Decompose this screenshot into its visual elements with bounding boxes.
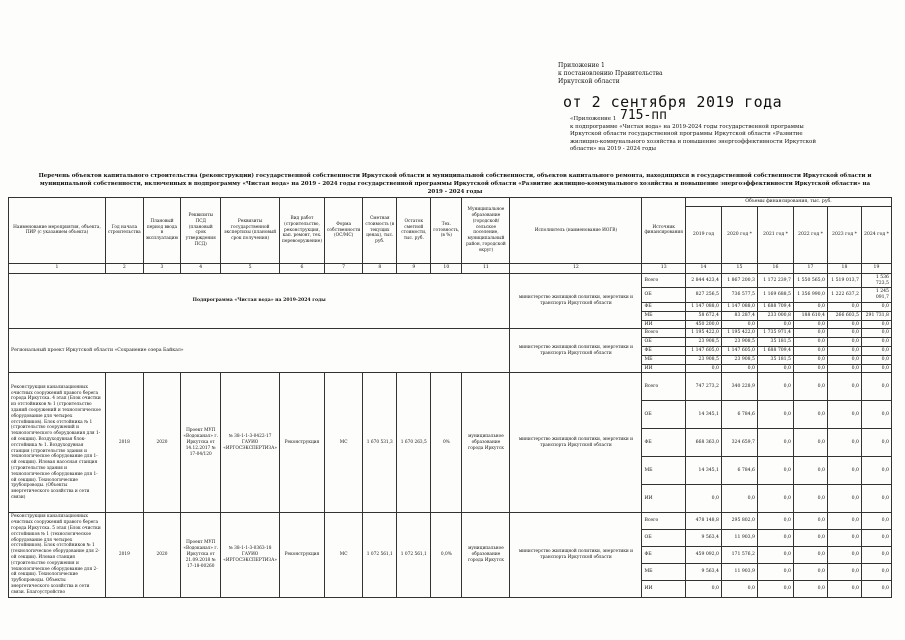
appendix-block-2 [570, 116, 890, 154]
value-cell: 0,0 [827, 302, 861, 311]
value-cell: 450 200,0 [685, 320, 721, 329]
object-remainder: 1 072 561,1 [397, 513, 431, 597]
value-cell: 0,0 [827, 329, 861, 338]
value-cell: 6 784,6 [721, 401, 757, 429]
value-cell: 266 603,5 [827, 311, 861, 320]
object-name: Реконструкция канализационных очистных сооружений правого берега города Иркутска. 5 этап (Блок очистки отстойников № 1 (технологическое оборудование для четырех отстойников). Блок отстойников № 1 (технологическое оборудование для 2-ой секции). Иловая станция (строительство сооружения и технологическое оборудование для 2-ой секции). Технологические трубопроводы. Объекты энергетического хозяйства и сети связи. Благоустройство [9, 513, 106, 597]
col-header: 2022 год * [793, 206, 827, 263]
value-cell: 1 147 605,0 [685, 346, 721, 355]
value-cell: 35 181,5 [757, 355, 793, 364]
value-cell: 233 000,8 [757, 311, 793, 320]
column-number: 6 [279, 263, 324, 273]
value-cell: 0,0 [721, 485, 757, 513]
column-number: 19 [861, 263, 891, 273]
value-cell: 23 908,5 [721, 355, 757, 364]
value-cell: 0,0 [861, 320, 891, 329]
source-cell: МБ [642, 563, 686, 580]
object-name: Реконструкция канализационных очистных сооружений правого берега города Иркутска. 4 этап (Блок очистки из отстойников № 1 (строительство зданий сооружений и технологическое оборудование для четырех отстойников). Блок отстойника № 1 (строительство сооружений и технологического оборудования для 1-ой секции). Воздуходувная блок-отстойника № 1. Воздуходувная станция (строительство здания и технологическое оборудование для 1-ой секции). Иловая насосная станция (строительство здания и технологическое оборудование для 1-ой секции). Технологические трубопроводы. (Объекты энергетического хозяйства и сети связи) [9, 373, 106, 513]
value-cell: 0,0 [827, 346, 861, 355]
column-number: 11 [462, 263, 510, 273]
value-cell: 0,0 [827, 364, 861, 373]
value-cell: 340 228,9 [721, 373, 757, 401]
value-cell: 1 147 088,0 [721, 302, 757, 311]
source-cell: ФБ [642, 429, 686, 457]
column-numbers-row [9, 263, 892, 273]
column-number: 3 [143, 263, 180, 273]
value-cell: 0,0 [793, 513, 827, 530]
value-cell: 0,0 [757, 580, 793, 597]
value-cell: 459 092,0 [685, 547, 721, 564]
value-cell: 827 256,5 [685, 288, 721, 303]
object-work: Реконструкция [279, 513, 324, 597]
column-number: 14 [685, 263, 721, 273]
source-cell: Всего [642, 373, 686, 401]
source-cell: Всего [642, 513, 686, 530]
value-cell: 1 245 091,7 [861, 288, 891, 303]
column-number: 18 [827, 263, 861, 273]
object-start: 2018 [106, 373, 144, 513]
executor-cell: министерство жилищной политики, энергетики и транспорта Иркутской области [510, 329, 642, 373]
source-cell: ОБ [642, 401, 686, 429]
value-cell: 11 903,9 [721, 563, 757, 580]
object-ready: 0,0% [431, 513, 462, 597]
table-row [9, 329, 892, 338]
value-cell: 291 731,8 [861, 311, 891, 320]
object-finish: 2020 [143, 373, 180, 513]
value-cell: 0,0 [757, 429, 793, 457]
column-number: 10 [431, 263, 462, 273]
source-cell: Всего [642, 273, 686, 288]
column-number: 8 [363, 263, 397, 273]
table-row [9, 373, 892, 401]
executor-cell: министерство жилищной политики, энергетики и транспорта Иркутской области [510, 373, 642, 513]
value-cell: 83 287,4 [721, 311, 757, 320]
value-cell: 0,0 [793, 338, 827, 347]
value-cell: 1 735 971,4 [757, 329, 793, 338]
value-cell: 0,0 [721, 364, 757, 373]
value-cell: 0,0 [757, 563, 793, 580]
value-cell: 0,0 [685, 485, 721, 513]
value-cell: 0,0 [861, 302, 891, 311]
col-header: Плановый период ввода в эксплуатацию [143, 198, 180, 264]
value-cell: 23 908,5 [721, 338, 757, 347]
value-cell: 1 519 013,7 [827, 273, 861, 288]
col-header: Реквизиты государственной экспертизы (плановый срок получения) [221, 198, 280, 264]
object-psd: Проект МУП «Водоканал» г. Иркутска от 14.12.2017 № 17-04/120 [181, 373, 221, 513]
value-cell: 0,0 [827, 429, 861, 457]
object-expertise: № 38-1-1-3-0363-18 ГАУИО «ИРГОСЭКСПЕРТИЗА» [221, 513, 280, 597]
col-header: Источник финансирования [642, 198, 686, 264]
object-cost: 1 072 561,1 [363, 513, 397, 597]
value-cell: 14 345,1 [685, 401, 721, 429]
value-cell: 0,0 [827, 547, 861, 564]
value-cell: 0,0 [793, 580, 827, 597]
value-cell: 1 536 723,5 [861, 273, 891, 288]
value-cell: 0,0 [793, 429, 827, 457]
value-cell: 0,0 [861, 373, 891, 401]
object-remainder: 1 670 263,5 [397, 373, 431, 513]
col-header: 2023 год * [827, 206, 861, 263]
value-cell: 0,0 [861, 457, 891, 485]
value-cell: 1 867 200,3 [721, 273, 757, 288]
appendix-block [558, 62, 878, 86]
column-number: 1 [9, 263, 106, 273]
col-header: Форма собственности (ОС/МС) [325, 198, 363, 264]
value-cell: 295 802,0 [721, 513, 757, 530]
appendix-line: Приложение 1 [558, 62, 605, 69]
column-number: 16 [757, 263, 793, 273]
column-number: 12 [510, 263, 642, 273]
value-cell: 58 672,4 [685, 311, 721, 320]
value-cell: 0,0 [757, 457, 793, 485]
value-cell: 1 688 709,4 [757, 302, 793, 311]
object-expertise: № 38-1-1-3-0422-17 ГАУИО «ИРГОСЭКСПЕРТИЗА» [221, 373, 280, 513]
object-ready: 0% [431, 373, 462, 513]
value-cell: 0,0 [827, 373, 861, 401]
value-cell: 0,0 [861, 547, 891, 564]
executor-cell: министерство жилищной политики, энергетики и транспорта Иркутской области [510, 513, 642, 597]
section-name: Подпрограмма «Чистая вода» на 2019-2024 годы [9, 273, 510, 329]
object-psd: Проект МУП «Водоканал» г. Иркутска от 21.09.2018 № 17-18-00260 [181, 513, 221, 597]
value-cell: 0,0 [757, 513, 793, 530]
source-cell: ИИ [642, 580, 686, 597]
appendix-line: «Приложение 1 [570, 116, 617, 122]
value-cell: 0,0 [861, 401, 891, 429]
value-cell: 1 147 605,0 [721, 346, 757, 355]
value-cell: 478 148,8 [685, 513, 721, 530]
value-cell: 0,0 [793, 346, 827, 355]
value-cell: 0,0 [861, 355, 891, 364]
source-cell: МБ [642, 311, 686, 320]
source-cell: ОБ [642, 288, 686, 303]
value-cell: 0,0 [861, 563, 891, 580]
value-cell: 0,0 [827, 563, 861, 580]
value-cell: 1 172 239,7 [757, 273, 793, 288]
value-cell: 0,0 [861, 580, 891, 597]
value-cell: 0,0 [861, 364, 891, 373]
column-number: 15 [721, 263, 757, 273]
source-cell: МБ [642, 355, 686, 364]
group-header: Объемы финансирования, тыс. руб. [685, 198, 891, 207]
col-header: Наименование мероприятия, объекта, ПИР (с указанием объекта) [9, 198, 106, 264]
column-number: 7 [325, 263, 363, 273]
section-name: Региональный проект Иркутской области «Сохранение озера Байкал» [9, 329, 510, 373]
source-cell: Всего [642, 329, 686, 338]
value-cell: 0,0 [861, 338, 891, 347]
value-cell: 0,0 [827, 338, 861, 347]
appendix-line: Иркутской области государственной программы Иркутской области «Развитие [570, 131, 803, 137]
value-cell: 188 610,4 [793, 311, 827, 320]
appendix-line: Иркутской области [558, 78, 620, 85]
value-cell: 0,0 [827, 320, 861, 329]
value-cell: 171 576,2 [721, 547, 757, 564]
value-cell: 1 550 565,0 [793, 273, 827, 288]
col-header: Вид работ (строительство, реконструкция, кап. ремонт, тех. перевооружение) [279, 198, 324, 264]
value-cell: 668 363,0 [685, 429, 721, 457]
col-header: Тех. готовность, (в %) [431, 198, 462, 264]
executor-cell: министерство жилищной политики, энергетики и транспорта Иркутской области [510, 273, 642, 329]
value-cell: 0,0 [721, 320, 757, 329]
value-cell: 0,0 [757, 530, 793, 547]
value-cell: 2 844 423,4 [685, 273, 721, 288]
column-number: 2 [106, 263, 144, 273]
value-cell: 0,0 [757, 364, 793, 373]
column-number: 5 [221, 263, 280, 273]
source-cell: ИИ [642, 485, 686, 513]
value-cell: 0,0 [861, 485, 891, 513]
object-start: 2019 [106, 513, 144, 597]
value-cell: 0,0 [861, 530, 891, 547]
value-cell: 736 577,5 [721, 288, 757, 303]
decree-number: 715-пп [620, 108, 667, 123]
value-cell: 1 147 088,0 [685, 302, 721, 311]
value-cell: 1 169 688,5 [757, 288, 793, 303]
object-finish: 2020 [143, 513, 180, 597]
col-header: Остаток сметной стоимости, тыс. руб. [397, 198, 431, 264]
value-cell: 9 563,4 [685, 563, 721, 580]
col-header: Сметная стоимость (в текущих ценах), тыс. руб. [363, 198, 397, 264]
value-cell: 0,0 [757, 320, 793, 329]
object-work: Реконструкция [279, 373, 324, 513]
value-cell: 0,0 [827, 457, 861, 485]
source-cell: ФБ [642, 547, 686, 564]
objects-table [8, 197, 892, 598]
value-cell: 0,0 [827, 513, 861, 530]
value-cell: 0,0 [827, 530, 861, 547]
source-cell: ИИ [642, 364, 686, 373]
document-title: Перечень объектов капитального строительства (реконструкции) государственной собственности Иркутской области и муниципальной собственности, объектов капитального ремонта, находящихся в государственной собственности Иркутской области и муниципальной собственности, включенных в подпрограмму «Чистая вода» на 2019 - 2024 годы государственной программы Иркутской области «Развитие жилищно-коммунального хозяйства и повышение энергоэффективности Иркутской области» на 2019 - 2024 годы [38, 173, 872, 195]
value-cell: 0,0 [827, 355, 861, 364]
col-header: 2019 год [685, 206, 721, 263]
value-cell: 0,0 [721, 580, 757, 597]
value-cell: 1 195 422,0 [685, 329, 721, 338]
value-cell: 11 903,9 [721, 530, 757, 547]
value-cell: 0,0 [685, 364, 721, 373]
source-cell: ОБ [642, 338, 686, 347]
value-cell: 1 356 990,0 [793, 288, 827, 303]
value-cell: 14 345,1 [685, 457, 721, 485]
value-cell: 0,0 [793, 302, 827, 311]
value-cell: 0,0 [793, 364, 827, 373]
source-cell: ОБ [642, 530, 686, 547]
value-cell: 0,0 [827, 580, 861, 597]
col-header: Реквизиты ПСД (плановый срок утверждения ПСД) [181, 198, 221, 264]
source-cell: МБ [642, 457, 686, 485]
table-row [9, 273, 892, 288]
value-cell: 0,0 [793, 547, 827, 564]
object-form: МС [325, 373, 363, 513]
value-cell: 1 688 709,4 [757, 346, 793, 355]
value-cell: 0,0 [861, 429, 891, 457]
value-cell: 747 273,2 [685, 373, 721, 401]
value-cell: 0,0 [757, 547, 793, 564]
appendix-line: области» на 2019 - 2024 годы [570, 146, 657, 152]
value-cell: 0,0 [827, 485, 861, 513]
value-cell: 324 659,7 [721, 429, 757, 457]
value-cell: 1 222 637,2 [827, 288, 861, 303]
appendix-line: к постановлению Правительства [558, 70, 663, 77]
object-form: МС [325, 513, 363, 597]
value-cell: 0,0 [793, 530, 827, 547]
value-cell: 0,0 [861, 513, 891, 530]
table-row [9, 513, 892, 530]
value-cell: 23 908,5 [685, 355, 721, 364]
value-cell: 0,0 [793, 485, 827, 513]
value-cell: 0,0 [793, 457, 827, 485]
col-header: Год начала строительства [106, 198, 144, 264]
value-cell: 0,0 [757, 373, 793, 401]
column-number: 17 [793, 263, 827, 273]
source-cell: ФБ [642, 346, 686, 355]
value-cell: 9 563,4 [685, 530, 721, 547]
decree-date: от 2 сентября 2019 года [563, 93, 783, 111]
value-cell: 0,0 [757, 401, 793, 429]
value-cell: 23 908,5 [685, 338, 721, 347]
value-cell: 0,0 [793, 355, 827, 364]
value-cell: 0,0 [793, 373, 827, 401]
table-body [9, 273, 892, 597]
column-number: 4 [181, 263, 221, 273]
column-number: 13 [642, 263, 686, 273]
value-cell: 0,0 [757, 485, 793, 513]
col-header: 2020 год * [721, 206, 757, 263]
object-mun: муниципальное образование города Иркутск [462, 373, 510, 513]
source-cell: ИИ [642, 320, 686, 329]
value-cell: 0,0 [793, 329, 827, 338]
value-cell: 35 181,5 [757, 338, 793, 347]
value-cell: 0,0 [861, 329, 891, 338]
appendix-line: жилищно-коммунального хозяйства и повышение энергоэффективности Иркутской [570, 138, 817, 145]
column-number: 9 [397, 263, 431, 273]
object-cost: 1 670 531,3 [363, 373, 397, 513]
source-cell: ФБ [642, 302, 686, 311]
value-cell: 0,0 [793, 320, 827, 329]
value-cell: 0,0 [793, 401, 827, 429]
col-header: Муниципальное образование (городской/сельское поселение, муниципальный район, городской округ) [462, 198, 510, 264]
col-header: 2024 год * [861, 206, 891, 263]
value-cell: 1 195 422,0 [721, 329, 757, 338]
value-cell: 0,0 [793, 563, 827, 580]
value-cell: 0,0 [827, 401, 861, 429]
col-header: 2021 год * [757, 206, 793, 263]
value-cell: 0,0 [685, 580, 721, 597]
value-cell: 6 784,6 [721, 457, 757, 485]
appendix-line: к подпрограмме «Чистая вода» на 2019-2024 годы государственной программы [570, 123, 804, 130]
object-mun: муниципальное образование города Иркутск [462, 513, 510, 597]
col-header: Исполнитель (наименование ИОГВ) [510, 198, 642, 264]
value-cell: 0,0 [861, 346, 891, 355]
